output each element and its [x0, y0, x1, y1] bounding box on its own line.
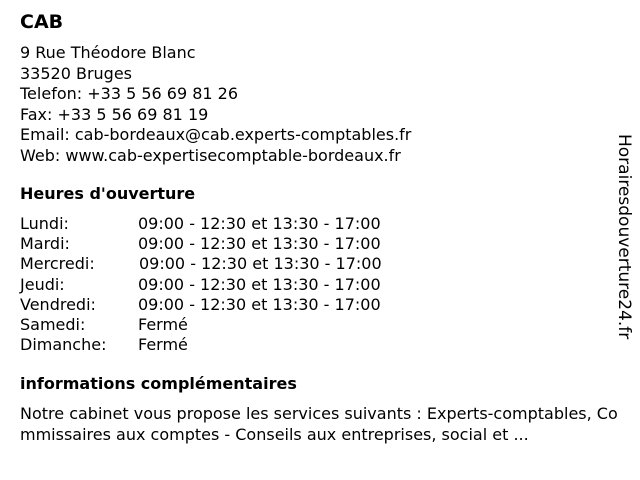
day-label: Mardi:: [20, 234, 70, 254]
info-heading: informations complémentaires: [20, 374, 297, 393]
watermark: [612, 134, 636, 374]
phone-number: Telefon: +33 5 56 69 81 26: [20, 84, 239, 103]
day-label: Jeudi:: [20, 274, 65, 294]
day-label: Samedi:: [20, 314, 86, 334]
day-hours: 09:00 - 12:30 et 13:30 - 17:00: [138, 214, 381, 233]
email-address: Email: cab-bordeaux@cab.experts-comptables.fr: [20, 125, 412, 144]
contact-block: [20, 43, 411, 166]
day-hours: 09:00 - 12:30 et 13:30 - 17:00: [138, 294, 381, 314]
day-hours: 09:00 - 12:30 et 13:30 - 17:00: [138, 234, 381, 254]
business-name: CAB: [20, 11, 64, 33]
street-address: 9 Rue Théodore Blanc: [20, 43, 196, 62]
watermark-text: Horairesdouverture24.fr: [614, 134, 634, 340]
day-label: Dimanche:: [20, 335, 107, 355]
hours-heading: Heures d'ouverture: [20, 184, 196, 203]
day-hours: 09:00 - 12:30 et 13:30 - 17:00: [138, 274, 381, 294]
day-hours: 09:00 - 12:30 et 13:30 - 17:00: [139, 254, 382, 274]
city-postal: 33520 Bruges: [20, 63, 133, 83]
day-label: Mercredi:: [20, 254, 95, 274]
day-hours: Fermé: [138, 314, 188, 334]
fax-number: Fax: +33 5 56 69 81 19: [20, 104, 209, 124]
day-label: Lundi:: [20, 214, 69, 233]
info-description: Notre cabinet vous propose les services suivants : Experts-comptables, Commissaires aux comptes - Conseils aux entreprises, social et ...: [20, 404, 618, 444]
website-url: Web: www.cab-expertisecomptable-bordeaux.fr: [20, 145, 401, 165]
day-hours: Fermé: [138, 335, 188, 355]
day-label: Vendredi:: [20, 294, 96, 314]
